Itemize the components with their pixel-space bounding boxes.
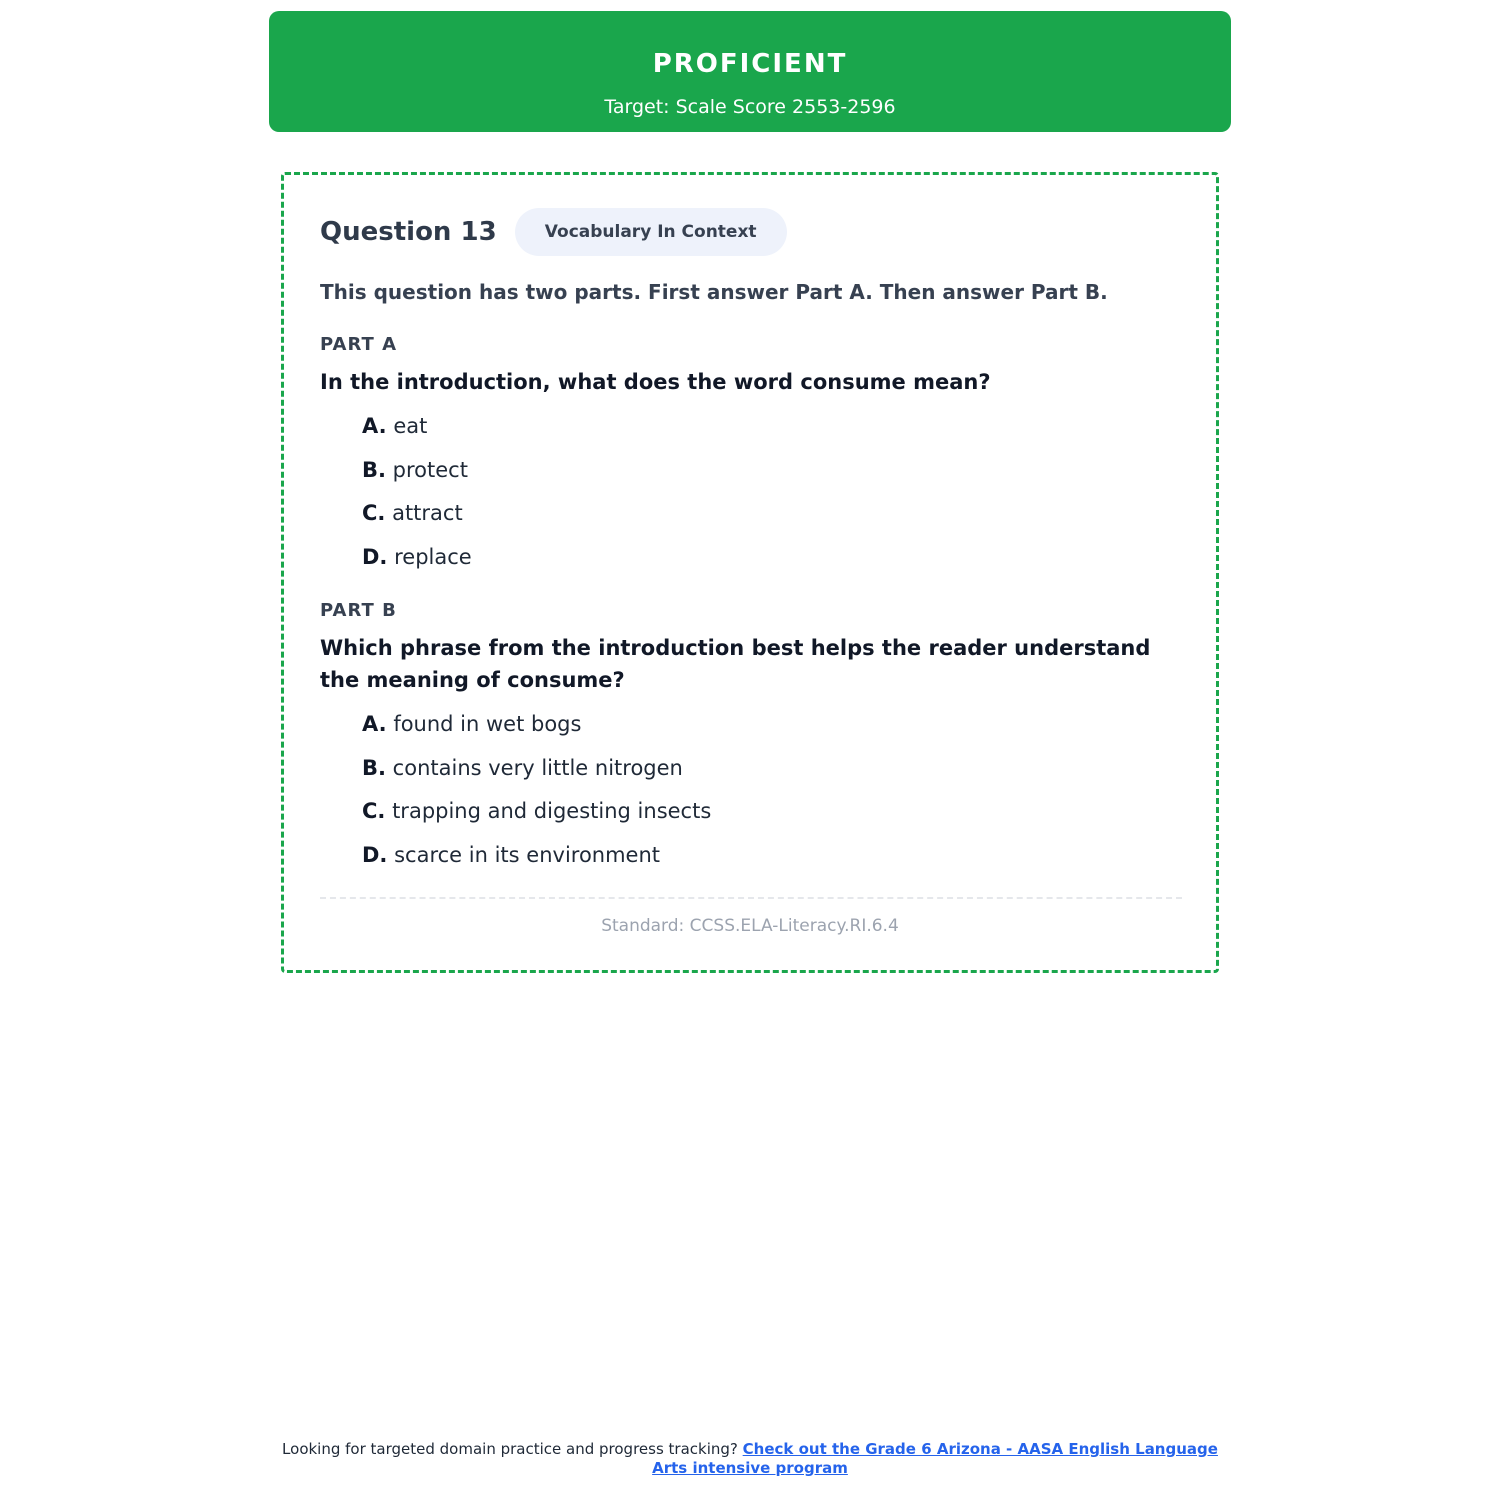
option-text: found in wet bogs: [393, 712, 582, 736]
option-text: attract: [392, 501, 463, 526]
option-letter: D.: [362, 842, 388, 867]
standard-label: Standard: CCSS.ELA-Literacy.RI.6.4: [601, 916, 899, 936]
part-a-label: PART A: [320, 334, 397, 355]
answer-option[interactable]: [362, 798, 711, 842]
answer-option[interactable]: [362, 457, 472, 501]
answer-option[interactable]: [362, 500, 472, 544]
footer-text: Looking for targeted domain practice and progress tracking?: [282, 1440, 738, 1458]
option-letter: B.: [362, 755, 386, 780]
answer-option[interactable]: [362, 711, 711, 755]
question-title: Question 13: [320, 217, 497, 247]
level-banner: [269, 11, 1231, 132]
answer-option[interactable]: [362, 544, 472, 588]
program-link[interactable]: Check out the Grade 6 Arizona - AASA English Language Arts intensive program: [652, 1440, 1218, 1477]
part-b-label: PART B: [320, 600, 397, 621]
option-letter: C.: [362, 501, 386, 526]
option-letter: B.: [362, 457, 386, 482]
question-card: [281, 172, 1219, 973]
option-text: replace: [394, 544, 472, 569]
option-letter: D.: [362, 544, 388, 569]
part-b-options: [362, 711, 711, 885]
answer-option[interactable]: [362, 755, 711, 799]
option-text: scarce in its environment: [394, 842, 661, 867]
option-text: contains very little nitrogen: [392, 755, 683, 780]
option-text: eat: [393, 414, 428, 438]
level-title: PROFICIENT: [652, 49, 848, 79]
answer-option[interactable]: [362, 842, 711, 886]
option-text: protect: [392, 457, 468, 482]
question-instructions: This question has two parts. First answer Part A. Then answer Part B.: [320, 280, 1108, 304]
part-b-prompt: Which phrase from the introduction best helps the reader understand the meaning of consume?: [320, 636, 1151, 692]
question-header: [320, 208, 787, 256]
part-a-prompt: In the introduction, what does the word consume mean?: [320, 370, 991, 394]
answer-option[interactable]: [362, 413, 472, 457]
divider: [320, 897, 1182, 899]
option-text: trapping and digesting insects: [392, 799, 712, 824]
option-letter: A.: [362, 712, 387, 736]
part-a-options: [362, 413, 472, 587]
option-letter: C.: [362, 799, 386, 824]
option-letter: A.: [362, 414, 387, 438]
footer-promo: [275, 1440, 1225, 1478]
skill-tag: Vocabulary In Context: [515, 208, 787, 256]
target-score: Target: Scale Score 2553-2596: [604, 96, 896, 118]
